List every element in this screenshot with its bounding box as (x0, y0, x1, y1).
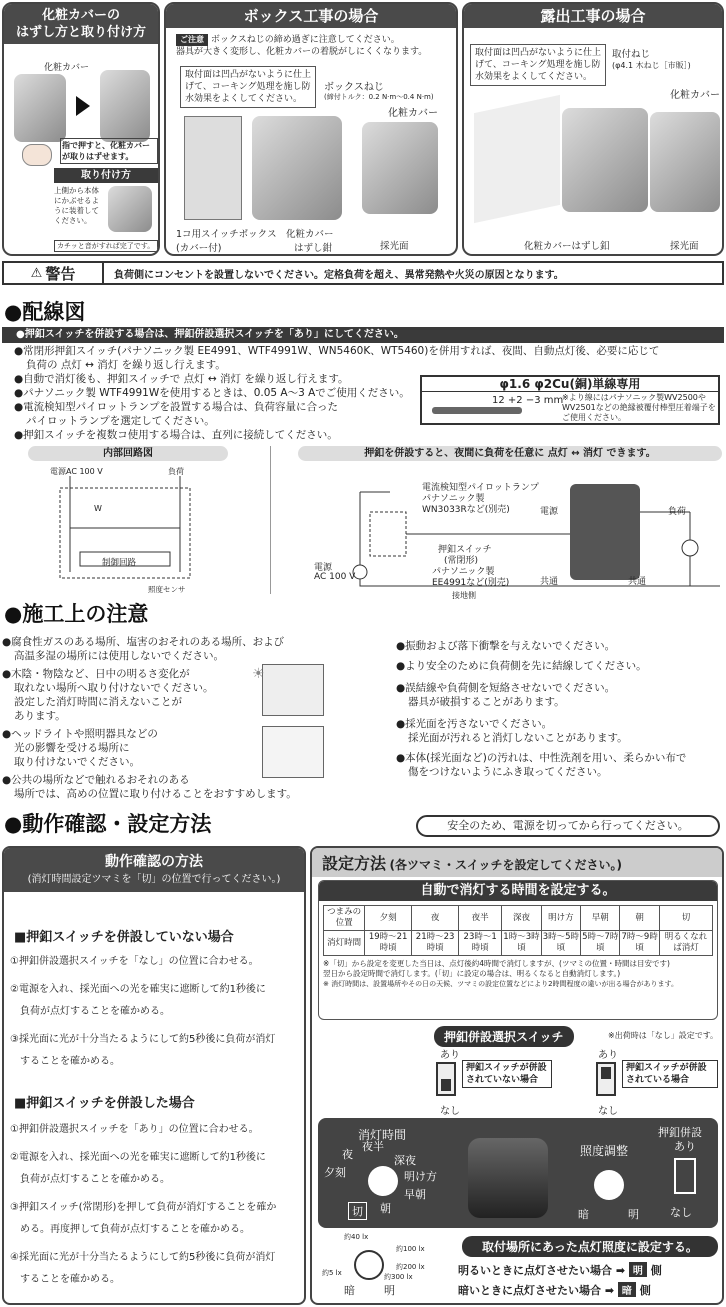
tree-house-illustration (262, 664, 324, 716)
caution-left-1: 高温多湿の場所には使用しないでください。 (14, 650, 224, 662)
cover-label: 化粧カバー (44, 63, 90, 73)
dial-label-6: 朝 (380, 1202, 391, 1215)
table-note-3: ※ 消灯時間は、設置場所やその日の天候、ツマミの設定位置などにより2時間程度の違いが出る場合があります。 (323, 980, 678, 988)
finger-icon (22, 144, 52, 166)
wiring-item-6: ●押釦スイッチを複数コ使用する場合は、直列に接続してください。 (14, 429, 338, 441)
arrow-icon (76, 96, 90, 116)
warning-bar (2, 261, 724, 285)
small-lux-dial (354, 1250, 384, 1280)
wall-drawing (474, 95, 560, 223)
exposed-cover: 化粧カバー (670, 90, 720, 101)
table-cell-6: 7時〜9時頃 (620, 931, 659, 956)
dial-label-1: 夜 (342, 1148, 353, 1161)
exposed-note: 取付面は凹凸がないように仕上げて、コーキング処理を施し防水効果をよくしてください。 (470, 44, 606, 86)
lux-mark-3: 約300 lx (384, 1273, 413, 1281)
sun-icon: ☀ (252, 666, 265, 682)
check-heading-1: ■押釦スイッチを併設していない場合 (14, 930, 234, 945)
wiring-item-1: 負荷の 点灯 ↔ 消灯 を繰り返し行えます。 (26, 359, 226, 371)
push-button-label: 押釦スイッチ (438, 545, 492, 555)
dial-dark: 暗 (578, 1208, 589, 1221)
box-screw: ボックスねじ (324, 82, 384, 93)
push-switch-off[interactable] (436, 1062, 456, 1096)
wiring-item-0: ●常閉形押釦スイッチ(パナソニック製 EE4991、WTF4991W、WN5460K、WT5460)を併用すれば、夜間、自動点灯後、必要に応じて (14, 345, 660, 357)
dial-push-3: なし (670, 1206, 692, 1219)
table-cell-4: 3時〜5時頃 (541, 931, 580, 956)
dial-lux-label: 照度調整 (580, 1144, 629, 1158)
box-note: 取付面は凹凸がないように仕上げて、コーキング処理を施し防水効果をよくしてください。 (180, 66, 316, 108)
common-2: 共通 (628, 577, 647, 587)
check-heading-2: ■押釦スイッチを併設した場合 (14, 1096, 195, 1111)
control-circuit: 制御回路 (102, 558, 137, 568)
cable-note: ※より線にはパナソニック製WV2500やWV2501などの絶縁被覆付棒型圧着端子をご使用ください。 (562, 393, 716, 422)
lux-bright-mark: 明 (384, 1284, 395, 1297)
settings-panel: 設定方法 (各ツマミ・スイッチを設定してください。) 自動で消灯する時間を設定する。 つまみの位置 夕刻 夜 夜半 深夜 明け方 早朝 朝 切 消灯時間 19時〜21時頃 21時〜23時頃 23時〜1時頃 1時〜3時頃 3時〜5時頃 5時〜7時頃 7時〜9時頃 明るくなれば消灯 ※「切」から設定を変更した当日は、点灯後約4時間で消灯しますが、(ツマミの位置・時間は目安です) 翌日から設定時間で消灯します。(「切」に設定の場合は、明るくなると自動消灯します。) ※ 消灯時間は、設置場所やその日の天候、ツマミの設定位置などにより2時間程度の違いが出る場合があります。 押釦併設選択スイッチ ※出荷時は「なし」設定です。 あり 押釦スイッチが併設されていない場合 なし あり 押釦スイッチが併設されている場合 なし 消灯時間 夕刻 夜 夜半 深夜 明け方 早朝 朝 切 照度調整 暗 明 押釦併設 あり なし 約40 lx 約100 lx 約200 lx 約300 lx 約5 lx 暗 明 取付場所にあった点灯照度に設定する。 明るいときに点灯させたい場合 ➡ 明 側 暗いときに点灯させたい場合 ➡ 暗 側 (310, 846, 724, 1305)
table-cell-2: 23時〜1時頃 (459, 931, 502, 956)
box-title: ボックス工事の場合 (166, 4, 456, 28)
cable-box (420, 375, 720, 425)
table-cell-3: 1時〜3時頃 (502, 931, 541, 956)
box-cover: 化粧カバー (388, 108, 438, 119)
push-button-model: EE4991など(別売) (432, 578, 510, 588)
box-remove-2: はずし鉗 (294, 243, 333, 254)
caution-left-10: 場所では、高めの位置に取り付けることをおすすめします。 (14, 788, 297, 800)
dial-label-7: 切 (348, 1202, 367, 1220)
table-head-1: 夕刻 (365, 906, 412, 931)
box-switchbox-1: 1コ用スイッチボックス (176, 229, 277, 240)
exposed-screw: 取付ねじ (612, 49, 651, 60)
check-step-1-1: ②電源を入れ、採光面への光を確実に遮断して約1秒後に (10, 984, 266, 995)
check-step-1-4: することを確かめる。 (20, 1056, 120, 1067)
auto-off-box (318, 880, 718, 1020)
cover-click-note: カチッと音がすれば完了です。 (54, 240, 158, 252)
cover-device-after (100, 70, 150, 142)
table-cell-0: 19時〜21時頃 (365, 931, 412, 956)
sensor-window (468, 1138, 548, 1218)
warning-icon: ⚠ (30, 265, 43, 281)
source-voltage: AC 100 V (314, 572, 356, 582)
push-select-note: ※出荷時は「なし」設定です。 (608, 1031, 719, 1040)
nashi-label-left: なし (440, 1106, 460, 1117)
push-button-type: (常閉形) (444, 556, 479, 566)
dial-bright: 明 (628, 1208, 639, 1221)
operation-title: ●動作確認・設定方法 (4, 812, 212, 836)
pilot-model: WN3033Rなど(別売) (422, 505, 510, 515)
lux-mark-1: 約100 lx (396, 1245, 425, 1253)
wiring-title: ●配線図 (4, 300, 86, 324)
caution-right-2: ●誤結線や負荷側を短絡させないでください。 (396, 682, 616, 694)
caution-chip: ご注意 (176, 34, 208, 46)
wire-drawing (432, 407, 522, 414)
check-subtitle: (消灯時間設定ツマミを「切」の位置で行ってください。) (27, 874, 281, 885)
ari-label-right: あり (598, 1050, 618, 1061)
table-row-label: 消灯時間 (324, 931, 365, 956)
exposed-device (562, 108, 648, 212)
ari-label-left: あり (440, 1050, 460, 1061)
caution-left-8: 取り付けないでください。 (14, 756, 140, 768)
lux-mark-0: 約40 lx (344, 1233, 369, 1241)
exposed-remove: 化粧カバーはずし釦 (524, 241, 610, 252)
box-screw-torque: (締付トルク：0.2 N·m〜0.4 N·m) (324, 93, 434, 101)
cover-device-attach (108, 186, 152, 232)
settings-title: 設定方法 (322, 854, 387, 873)
check-step-2-3: ③押釦スイッチ(常閉形)を押して負荷が消灯することを確か (10, 1202, 277, 1213)
dial-time-label: 消灯時間 (358, 1128, 407, 1142)
no-push-desc: 押釦スイッチが併設されていない場合 (462, 1060, 552, 1088)
table-note-1: ※「切」から設定を変更した当日は、点灯後約4時間で消灯しますが、(ツマミの位置・時間は目安です) (323, 959, 670, 968)
common-1: 共通 (540, 577, 559, 587)
wiring-item-4: ●電流検知型パイロットランプを設置する場合は、負荷容量に合った (14, 401, 338, 413)
table-head-5: 明け方 (541, 906, 580, 931)
dial-label-2: 夜半 (362, 1140, 384, 1153)
with-push-desc: 押釦スイッチが併設されている場合 (622, 1060, 718, 1088)
push-switch-on[interactable] (596, 1062, 616, 1096)
check-step-2-5: ④採光面に光が十分当たるようにして約5秒後に負荷が消灯 (10, 1252, 276, 1263)
lux-dark-text: 暗いときに点灯させたい場合 (458, 1284, 601, 1297)
dial-label-3: 深夜 (394, 1154, 416, 1167)
caution-left-4: 設定した消灯時間に消えないことが (14, 696, 182, 708)
warning-text: 負荷側にコンセントを設置しないでください。定格負荷を超え、異常発熱や火災の原因となります。 (114, 269, 564, 281)
check-step-1-3: ③採光面に光が十分当たるようにして約5秒後に負荷が消灯 (10, 1034, 276, 1045)
wiring-bar: ●押釦スイッチを併設する場合は、押釦併設選択スイッチを「あり」にしてください。 (2, 327, 724, 343)
lux-dark-mark: 暗 (344, 1284, 355, 1297)
dial-push-2: あり (674, 1140, 696, 1153)
internal-power: 電源AC 100 V (50, 467, 103, 476)
wiring-divider (270, 446, 271, 594)
caution-right-4: ●採光面を汚さないでください。 (396, 718, 553, 730)
table-head-8: 切 (659, 906, 712, 931)
table-head-0: つまみの位置 (324, 906, 365, 931)
cover-panel (2, 2, 160, 256)
cover-attach-title: 取り付け方 (54, 168, 158, 183)
table-head-7: 朝 (620, 906, 659, 931)
lux-dark-chip: 暗 (618, 1282, 636, 1297)
lux-mark-4: 約5 lx (322, 1269, 342, 1277)
warning-label: 警告 (45, 264, 76, 283)
caution-left-5: あります。 (14, 710, 66, 722)
internal-title: 内部回路図 (28, 446, 228, 461)
box-sensor: 採光面 (380, 241, 409, 252)
exposed-cover-drawing (650, 112, 720, 212)
caution-right-6: ●本体(採光面など)の汚れは、中性洗剤を用い、柔らかい布で (396, 752, 687, 764)
box-cover-drawing (362, 122, 438, 214)
ground-side: 接地側 (452, 591, 476, 600)
pilot-maker: パナソニック製 (422, 494, 485, 504)
nashi-label-right: なし (598, 1106, 618, 1117)
table-head-3: 夜半 (459, 906, 502, 931)
safety-note: 安全のため、電源を切ってから行ってください。 (416, 815, 720, 837)
cover-push-note: 指で押すと、化粧カバーが取りはずせます。 (60, 138, 158, 164)
door-illustration (262, 726, 324, 778)
wiring-item-3: ●パナソニック製 WTF4991Wを使用するときは、0.05 A〜3 Aでご使用ください。 (14, 387, 410, 399)
check-step-1-2: 負荷が点灯することを確かめる。 (20, 1006, 170, 1017)
box-device (252, 116, 342, 220)
caution-left-2: ●木陰・物陰など、日中の明るさ変化が (2, 668, 190, 680)
lux-title: 取付場所にあった点灯照度に設定する。 (462, 1236, 718, 1257)
push-select-title: 押釦併設選択スイッチ (434, 1026, 574, 1047)
lux-bright-chip: 明 (629, 1262, 647, 1277)
device-load: 負荷 (668, 507, 687, 517)
lux-dark-side: 側 (639, 1284, 651, 1297)
wiring-item-5: パイロットランプを選定してください。 (26, 415, 215, 427)
lux-mark-2: 約200 lx (396, 1263, 425, 1271)
exposed-screw-spec: (φ4.1 木ねじ［市販］) (612, 61, 691, 70)
control-panel (318, 1118, 718, 1228)
check-step-1-0: ①押釦併設選択スイッチを「なし」の位置に合わせる。 (10, 956, 259, 967)
cover-title-1: 化粧カバーの (41, 8, 120, 23)
box-remove-1: 化粧カバー (286, 229, 334, 240)
pilot-lamp: 電流検知型パイロットランプ (422, 483, 539, 493)
table-note-2: 翌日から設定時間で消灯します。(「切」に設定の場合は、明るくなると自動消灯します。) (323, 969, 621, 978)
check-step-2-6: することを確かめる。 (20, 1274, 120, 1285)
exposed-title: 露出工事の場合 (464, 4, 722, 28)
lux-bright-side: 側 (650, 1264, 662, 1277)
cover-attach-desc: 上側から本体にかぶせるように装着してください。 (54, 186, 99, 225)
check-step-2-1: ②電源を入れ、採光面への光を確実に遮断して約1秒後に (10, 1152, 266, 1163)
caution-text-1: ボックスねじの締め過ぎに注意してください。 (210, 35, 400, 45)
exposed-install-panel (462, 2, 724, 256)
caution-text-2: 器具が大きく変形し、化粧カバーの着脱がしにくくなります。 (176, 47, 428, 57)
internal-circuit (40, 462, 240, 598)
dial-label-4: 明け方 (404, 1170, 437, 1183)
caution-right-1: ●より安全のために負荷側を先に結線してください。 (396, 660, 647, 672)
exposed-sensor: 採光面 (670, 241, 699, 252)
check-title: 動作確認の方法 (105, 854, 203, 870)
cover-device-before (14, 74, 66, 142)
cable-title: φ1.6 φ2Cu(銅)単線専用 (422, 377, 718, 392)
table-cell-5: 5時〜7時頃 (581, 931, 620, 956)
switch-box-drawing (184, 116, 242, 220)
panel-push-switch[interactable] (674, 1158, 696, 1194)
table-cell-1: 21時〜23時頃 (412, 931, 459, 956)
device-power: 電源 (540, 507, 559, 517)
cover-title-2: はずし方と取り付け方 (15, 25, 146, 40)
off-time-dial[interactable] (368, 1166, 398, 1196)
caution-left-6: ●ヘッドライトや照明器具などの (2, 728, 158, 740)
table-head-6: 早朝 (581, 906, 620, 931)
table-head-2: 夜 (412, 906, 459, 931)
internal-load: 負荷 (168, 467, 184, 476)
caution-left-3: 取れない場所へ取り付けないでください。 (14, 682, 214, 694)
dial-label-5: 早朝 (404, 1188, 426, 1201)
check-step-2-2: 負荷が点灯することを確かめる。 (20, 1174, 170, 1185)
caution-right-0: ●振動および落下衝撃を与えないでください。 (396, 640, 616, 652)
wiring-item-2: ●自動で消灯後も、押釦スイッチで 点灯 ↔ 消灯 を繰り返し行えます。 (14, 373, 349, 385)
settings-subtitle: (各ツマミ・スイッチを設定してください。) (389, 858, 622, 872)
lux-dial-diagram (322, 1232, 442, 1300)
caution-left-0: ●腐食性ガスのある場所、塩害のおそれのある場所、および (2, 636, 285, 648)
check-step-2-4: める。再度押して負荷が点灯することを確かめる。 (20, 1224, 250, 1235)
caution-left-7: 光の影響を受ける場所に (14, 742, 130, 754)
lux-sensor: 照度センサ (148, 585, 186, 594)
push-button-maker: パナソニック製 (432, 567, 495, 577)
check-panel (2, 846, 306, 1305)
box-install-panel (164, 2, 458, 256)
cautions-title: ●施工上の注意 (4, 602, 149, 626)
off-time-table (323, 905, 713, 956)
table-cell-7: 明るくなれば消灯 (659, 931, 712, 956)
source-label: 電源 (314, 563, 333, 573)
check-step-2-0: ①押釦併設選択スイッチを「あり」の位置に合わせる。 (10, 1124, 259, 1135)
right-wiring-title: 押釦を併設すると、夜間に負荷を任意に 点灯 ↔ 消灯 できます。 (298, 446, 722, 461)
lux-dial[interactable] (594, 1170, 624, 1200)
dial-push-1: 押釦併設 (658, 1126, 702, 1139)
internal-w: W (94, 504, 102, 513)
strip-length: 12 +2 −3 mm (492, 395, 564, 406)
lux-bright-text: 明るいときに点灯させたい場合 (458, 1264, 612, 1277)
caution-right-5: 採光面が汚れると消灯しないことがあります。 (408, 732, 628, 744)
auto-off-title: 自動で消灯する時間を設定する。 (319, 881, 717, 901)
table-head-4: 深夜 (502, 906, 541, 931)
box-switchbox-2: (カバー付) (176, 243, 222, 254)
caution-left-9: ●公共の場所などで触れるおそれのある (2, 774, 190, 786)
dial-label-0: 夕刻 (324, 1166, 346, 1179)
caution-right-7: 傷をつけないようにふき取ってください。 (408, 766, 608, 778)
caution-right-3: 器具が破損することがあります。 (408, 696, 565, 708)
